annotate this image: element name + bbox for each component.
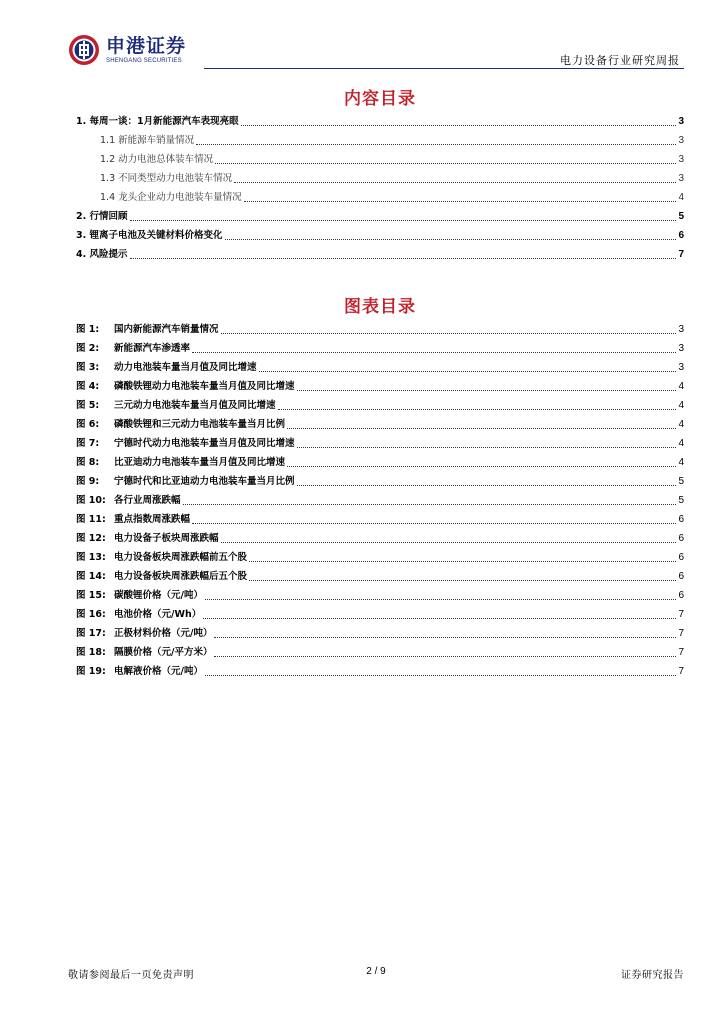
toc-entry-page: 3	[678, 135, 684, 146]
toc-entry-label: 1.3 不同类型动力电池装车情况	[100, 173, 233, 184]
toc-entry-label: 1.2 动力电池总体装车情况	[100, 154, 214, 165]
figure-page: 4	[678, 381, 684, 392]
figure-number: 图 15:	[76, 590, 106, 601]
figure-label: 国内新能源汽车销量情况	[114, 324, 219, 335]
page-indicator: 2 / 9	[366, 966, 386, 977]
toc-entry[interactable]	[100, 152, 684, 168]
figure-number: 图 10:	[76, 495, 106, 506]
figure-page: 3	[678, 343, 684, 354]
toc-entry[interactable]	[76, 209, 684, 225]
figure-page: 5	[678, 495, 684, 506]
leader-dots	[297, 485, 677, 486]
figure-entry[interactable]	[76, 493, 684, 509]
toc-entry-page: 3	[678, 154, 684, 165]
toc-entry[interactable]	[100, 190, 684, 206]
leader-dots	[225, 239, 677, 240]
figure-number: 图 13:	[76, 552, 106, 563]
figure-entry[interactable]	[76, 322, 684, 338]
toc-entry-label: 1.1 新能源车销量情况	[100, 135, 195, 146]
leader-dots	[234, 182, 676, 183]
leader-dots	[244, 201, 677, 202]
figure-entry[interactable]	[76, 379, 684, 395]
figure-page: 6	[678, 571, 684, 582]
figure-label: 重点指数周涨跌幅	[114, 514, 191, 525]
figure-label: 磷酸铁锂动力电池装车量当月值及同比增速	[114, 381, 295, 392]
leader-dots	[192, 352, 676, 353]
figure-label: 正极材料价格（元/吨）	[114, 628, 213, 639]
figure-label: 磷酸铁锂和三元动力电池装车量当月比例	[114, 419, 286, 430]
figure-page: 3	[678, 324, 684, 335]
figure-entry[interactable]	[76, 417, 684, 433]
toc-entry[interactable]	[76, 247, 684, 263]
leader-dots	[130, 220, 677, 221]
leader-dots	[287, 428, 676, 429]
toc-entry-page: 5	[678, 211, 684, 222]
leader-dots	[297, 390, 677, 391]
leader-dots	[221, 333, 677, 334]
figure-page: 4	[678, 438, 684, 449]
figure-page: 7	[678, 609, 684, 620]
toc-entry-page: 3	[678, 173, 684, 184]
page-footer	[68, 966, 684, 980]
logo-name-en: SHENGANG SECURITIES	[106, 57, 182, 64]
figure-number: 图 1:	[76, 324, 100, 335]
figure-number: 图 6:	[76, 419, 100, 430]
figure-entry[interactable]	[76, 588, 684, 604]
figure-page: 7	[678, 647, 684, 658]
leader-dots	[221, 542, 677, 543]
figure-label: 隔膜价格（元/平方米）	[114, 647, 213, 658]
figure-page: 6	[678, 590, 684, 601]
toc-entry-page: 6	[678, 230, 684, 241]
figure-number: 图 11:	[76, 514, 106, 525]
figure-number: 图 4:	[76, 381, 100, 392]
figure-entry[interactable]	[76, 512, 684, 528]
disclaimer-note: 敬请参阅最后一页免责声明	[68, 970, 194, 981]
leader-dots	[249, 580, 676, 581]
leader-dots	[130, 258, 677, 259]
figure-entry[interactable]	[76, 607, 684, 623]
figure-entry[interactable]	[76, 341, 684, 357]
header-divider	[204, 68, 684, 69]
figure-page: 6	[678, 552, 684, 563]
figure-label: 新能源汽车渗透率	[114, 343, 191, 354]
figure-label: 动力电池装车量当月值及同比增速	[114, 362, 257, 373]
leader-dots	[249, 561, 676, 562]
company-logo	[68, 34, 186, 66]
figure-page: 4	[678, 457, 684, 468]
figure-page: 4	[678, 400, 684, 411]
figure-page: 3	[678, 362, 684, 373]
figure-number: 图 19:	[76, 666, 106, 677]
figure-label: 电力设备子板块周涨跌幅	[114, 533, 219, 544]
toc-entry-page: 7	[678, 249, 684, 260]
leader-dots	[215, 163, 676, 164]
leader-dots	[287, 466, 676, 467]
figure-entry[interactable]	[76, 569, 684, 585]
figure-label: 碳酸锂价格（元/吨）	[114, 590, 203, 601]
toc-entry-label: 1.4 龙头企业动力电池装车量情况	[100, 192, 242, 203]
figure-entry[interactable]	[76, 550, 684, 566]
figure-page: 7	[678, 628, 684, 639]
figure-number: 图 8:	[76, 457, 100, 468]
toc-title: 内容目录	[344, 89, 416, 109]
toc-entry[interactable]	[100, 171, 684, 187]
figure-entry[interactable]	[76, 531, 684, 547]
figure-page: 5	[678, 476, 684, 487]
leader-dots	[183, 504, 677, 505]
figure-number: 图 5:	[76, 400, 100, 411]
leader-dots	[214, 656, 676, 657]
figure-entry[interactable]	[76, 398, 684, 414]
figure-label: 电池价格（元/Wh）	[114, 609, 202, 620]
toc-entry[interactable]	[100, 133, 684, 149]
figure-number: 图 3:	[76, 362, 100, 373]
figure-label: 电力设备板块周涨跌幅后五个股	[114, 571, 248, 582]
figure-number: 图 18:	[76, 647, 106, 658]
figure-number: 图 14:	[76, 571, 106, 582]
figure-entry[interactable]	[76, 664, 684, 680]
toc-entry-page: 3	[678, 116, 684, 127]
figure-entry[interactable]	[76, 360, 684, 376]
leader-dots	[241, 125, 677, 126]
figure-page: 7	[678, 666, 684, 677]
figure-number: 图 2:	[76, 343, 100, 354]
toc-entry-label: 3. 锂离子电池及关键材料价格变化	[76, 230, 223, 241]
figure-number: 图 16:	[76, 609, 106, 620]
toc-entry-label: 2. 行情回顾	[76, 211, 128, 222]
figure-list-title: 图表目录	[344, 297, 416, 317]
toc-entry-page: 4	[678, 192, 684, 203]
leader-dots	[214, 637, 676, 638]
leader-dots	[205, 675, 676, 676]
figure-label: 电力设备板块周涨跌幅前五个股	[114, 552, 248, 563]
leader-dots	[205, 599, 676, 600]
toc-entry-label: 4. 风险提示	[76, 249, 128, 260]
leader-dots	[203, 618, 676, 619]
figure-label: 宁德时代动力电池装车量当月值及同比增速	[114, 438, 295, 449]
figure-entry[interactable]	[76, 474, 684, 490]
figure-entry[interactable]	[76, 436, 684, 452]
figure-page: 6	[678, 514, 684, 525]
page-header	[68, 32, 684, 72]
toc-entry[interactable]	[76, 114, 684, 130]
figure-number: 图 12:	[76, 533, 106, 544]
figure-page: 6	[678, 533, 684, 544]
figure-entry[interactable]	[76, 645, 684, 661]
figure-number: 图 17:	[76, 628, 106, 639]
leader-dots	[278, 409, 677, 410]
toc-entry-label: 1. 每周一谈：1月新能源汽车表现亮眼	[76, 116, 239, 127]
leader-dots	[259, 371, 677, 372]
report-label: 证券研究报告	[621, 970, 684, 981]
figure-number: 图 7:	[76, 438, 100, 449]
toc-entry[interactable]	[76, 228, 684, 244]
leader-dots	[297, 447, 677, 448]
figure-label: 三元动力电池装车量当月值及同比增速	[114, 400, 276, 411]
figure-label: 宁德时代和比亚迪动力电池装车量当月比例	[114, 476, 295, 487]
logo-mark-icon	[68, 34, 100, 66]
logo-name-cn: 申港证券	[106, 34, 187, 57]
figure-page: 4	[678, 419, 684, 430]
figure-label: 各行业周涨跌幅	[114, 495, 181, 506]
leader-dots	[196, 144, 676, 145]
figure-label: 电解液价格（元/吨）	[114, 666, 203, 677]
figure-entry[interactable]	[76, 455, 684, 471]
figure-entry[interactable]	[76, 626, 684, 642]
report-type: 电力设备行业研究周报	[560, 54, 680, 67]
leader-dots	[192, 523, 676, 524]
figure-label: 比亚迪动力电池装车量当月值及同比增速	[114, 457, 286, 468]
figure-number: 图 9:	[76, 476, 100, 487]
